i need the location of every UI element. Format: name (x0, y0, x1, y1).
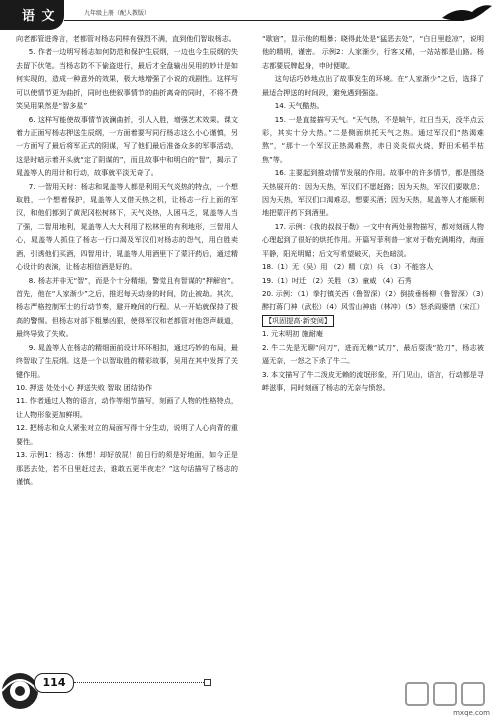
answer-paragraph: 17. 示例：《我的叔叔于勒》一文中有两处景物描写，都对刻画人物心理起到了很好的烘托作用。开篇写菲利普一家对于勒充满期待，海面平静，阳光明媚；后文写希望破灭，天色暗淡。 (262, 221, 484, 258)
answer-paragraph: 20. 示例：（1）拳打镇关西（鲁智深）（2）倒拔垂杨柳（鲁智深）（3）醉打蒋门神（武松）（4）风雪山神庙（林冲）（5）怒杀阎婆惜（宋江） (262, 289, 484, 312)
answer-paragraph: 3. 本文描写了牛二泼皮无赖的流氓形象，开门见山，语言，行动都是寻衅滋事，同时刻画了杨志的无奈与愤怒。 (262, 369, 484, 392)
answer-paragraph: 14. 天气酷热。 (274, 101, 324, 111)
watermark-text: mxqe.com (453, 709, 490, 717)
answer-paragraph: 7. 一智用天时：杨志和晁盖等人都是利用天气炎热的特点，一个想取胜，一个想着保护，晁盖等人又借天热之机，让杨志一行上面的军汉，和他们都到了黄泥冈松树林下，天气炎热，人困马乏，晁盖等人当了强，二智用地利，晁盖等人大大利用了松林里的有利地形，三智用人心，晁盖等人抓住了杨志一行口渴及军汉们对杨志的怨气，用白胜卖酒，引诱他们买酒，四智用计，晁盖等人用酒里下了蒙汗药后，通过精心设计的表演，让杨志相信酒是好的。 (16, 181, 238, 272)
answer-paragraph: 19.（1）吋迁 （2）关胜 （3）童威 （4）石秀 (262, 275, 412, 285)
page-number: 114 (34, 673, 74, 693)
answer-paragraph: 10. 押送 处处小心 押送失败 智取 团结协作 (16, 382, 153, 392)
answer-paragraph: 9. 晁盖等人在杨志的精细面前设计环环相扣，通过巧妙的布局，最终智取了生辰纲。这是一个以智取胜的精彩故事，吴用在其中发挥了关键作用。 (16, 342, 238, 379)
subject-title: 语 文 (22, 9, 56, 24)
answer-paragraph: 11. 作者通过人物的语言，动作等细节描写，刻画了人物的性格特点，让人物形象更加鲜明。 (16, 396, 238, 419)
section-heading: 【巩固提高·新变阅】 (262, 315, 334, 327)
answer-paragraph: “歇宿”，显示他的粗暴；晓得此处是“猛恶去处”，“白日里趁凉”，说明他的精明，谨密。 示例2：人家渐少，行客又稀，一站站都是山路。杨志都要辰牌起身，申时便歇。 (262, 34, 484, 70)
answer-paragraph: 2. 牛二先是无聊“问刀”，进而无赖“试刀”，最后耍泼“抢刀”，杨志被逼无奈，一怒之下杀了牛二。 (262, 342, 484, 366)
footer-dotted-rule (74, 682, 204, 683)
bird-icon (438, 2, 494, 24)
answer-column-left (16, 32, 238, 488)
answer-paragraph: 6. 这样写能使故事情节波澜曲折，引人入胜，增强艺术效果。课文着力正面写杨志押送生辰纲，一方面着要写同行杨志这么小心谨慎，另一方面写了最后将军正式的阴谋，写了他们最后准备众多的军事活动，这是时暗示着开头就“定了阴谋的”，而且故事中和明白的“智”，揭示了晁盖等人的用计和行动，故事就平淡无奇了。 (16, 114, 238, 178)
answer-paragraph: 15. 一是直接描写天气。“天气热，不是晌午，红日当天，没半点云彩，其实十分大热。”二是侧面烘托天气之热。通过军汉们“热渴难熬”，“那十一个军汉正热渴难熬，赤日炎炎似火烧，野田禾稻半枯焦”等。 (262, 114, 484, 164)
page-footer (0, 661, 500, 721)
answer-paragraph: 向老都管进谗言，老都管对杨志同样有强烈不满，直到他们智取杨志。 (16, 34, 236, 43)
answer-column-right (262, 32, 484, 394)
answer-paragraph: 13. 示例1：杨志：休想！却好放屁！前日行的须是好地面，如今正是那恶去处，若不日里赶过去，谁敢五更半夜走？”这句话描写了杨志的谨慎。 (16, 450, 238, 486)
book-info: 九年级上册（配人教版） (84, 10, 151, 17)
subject-badge (0, 0, 64, 30)
footer-rule-end (204, 679, 211, 686)
answer-paragraph: 12. 把杨志和众人紧张对立的局面写得十分生动，说明了人心向背的重要性。 (16, 423, 238, 446)
answer-paragraph: 1. 元末明初 施耐庵 (262, 329, 323, 339)
answer-paragraph: 18.（1）无（吴）用 （2）精（京）兵 （3）不能容人 (262, 262, 434, 272)
answer-paragraph: 16. 主要起到推动情节发展的作用。故事中的许多情节，都是围绕天热展开的：因为天热，军汉们不愿赶路；因为天热，军汉们要歇息；因为天热，军汉们口渴难忍，想要买酒；因为天热，晁盖等人才能顺利地把蒙汗药下到酒里。 (262, 168, 484, 218)
answer-paragraph: 这句话巧妙地点出了故事发生的环境。在“人家渐少”之后，选择了最适合押送的时间段，避免遇到强盗。 (262, 74, 484, 97)
answer-paragraph (262, 314, 484, 327)
answer-paragraph: 5. 作者一边明写杨志如何防范和保护生辰纲，一边也今生辰纲的失去留下伏笔。当杨志防不下偷盗进行，最后才全盘输出吴用的妙计是如何实现的，造成一种意外的效果，极大地增强了小说的戏剧性。这样写可以使情节更为曲折，同时也使叙事情节的曲折离奇的同时，不将不费笑吴用果然是“智多星” (16, 47, 238, 111)
header-rule (64, 20, 464, 21)
answer-paragraph: 8. 杨志并非无“智”，而是个十分精细，警觉且有智谋的“押解官”。首先，他在“人家渐少”之后，推迟每天动身的时间，防止被劫。其次，杨志严格控制军士的行动节奏，避开晚间的行程。从一开始就保持了极高的警惕。但杨志对部下粗暴凶狠，使得军汉和老都管对他怨声载道，最终导致了失败。 (16, 275, 238, 339)
